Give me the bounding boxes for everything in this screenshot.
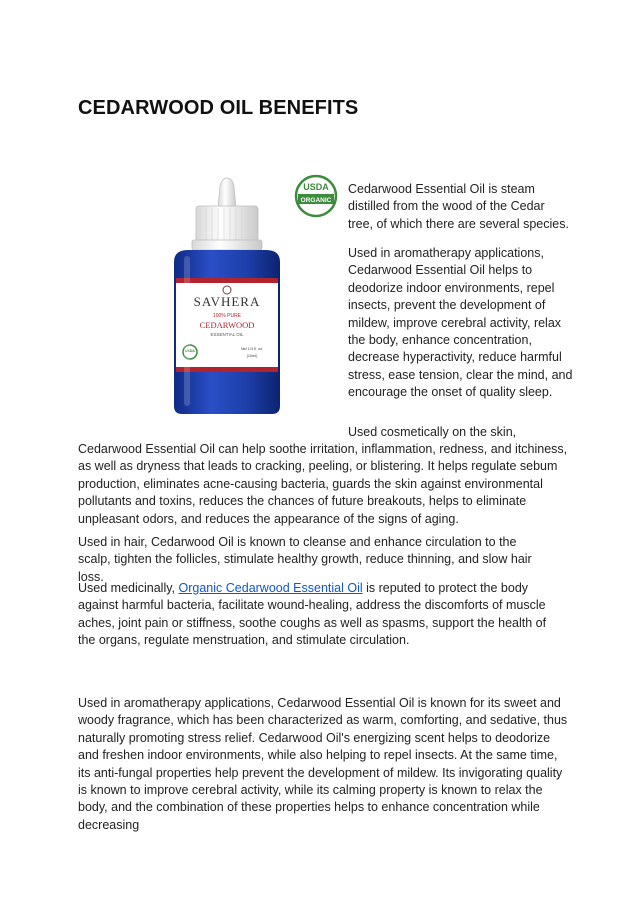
cosmetic-first-line: Used cosmetically on the skin, <box>348 425 517 439</box>
organic-cedarwood-link[interactable]: Organic Cedarwood Essential Oil <box>178 581 363 595</box>
product-image <box>80 160 342 422</box>
bottle-volume-text: Net 1/3 fl. oz. <box>240 347 264 351</box>
medicinal-prefix: Used medicinally, <box>78 581 179 595</box>
bottle-seal-text: USDA <box>185 349 195 353</box>
medicinal-suffix: is reputed to protect the body against harmful bacteria, facilitate wound-healing, address the discomforts of muscle aches, joint pain or stiffness, soothe coughs as well as spasms, support the health of the organs, regulate menstruation, and stimulate circulation. <box>78 581 547 648</box>
medicinal-paragraph <box>78 580 558 650</box>
intro-paragraph: Cedarwood Essential Oil is steam distilled from the wood of the Cedar tree, of which there are several species. <box>348 182 569 231</box>
aromatherapy-paragraph: Used in aromatherapy applications, Cedarwood Essential Oil is known for its sweet and woody fragrance, which has been characterized as warm, comforting, and sedative, thus naturally promoting stress relief. Cedarwood Oil's energizing scent helps to deodorize and freshen indoor environments, while also helping to repel insects. At the same time, its anti-fungal properties help prevent the development of mildew. Its invigorating quality is known to improve cerebral activity, while its calming property is known to relax the body, and the combination of these properties helps to enhance concentration while decreasing <box>78 696 568 832</box>
cosmetic-paragraph: Cedarwood Essential Oil can help soothe irritation, inflammation, redness, and itchiness, as well as dryness that leads to cracking, peeling, or blistering. It helps regulate sebum production, eliminates acne-causing bacteria, guards the skin against environmental pollutants and toxins, reduces the chances of future breakouts, helps to eliminate unpleasant odors, and reduces the appearance of the signs of aging. <box>78 442 568 526</box>
usda-badge-line2: ORGANIC <box>300 197 332 204</box>
bottle-brand-text: SAVHERA <box>193 294 261 309</box>
usda-badge-line1: USDA <box>303 182 329 192</box>
aromatherapy-summary-paragraph: Used in aromatherapy applications, Cedarwood Essential Oil helps to deodorize indoor environments, repel insects, prevent the development of mildew, improve cerebral activity, relax the body, enhance concentration, decrease hyperactivity, reduce harmful stress, ease tension, clear the mind, and encourage the onset of quality sleep. <box>348 246 573 400</box>
page-title: CEDARWOOD OIL BENEFITS <box>78 97 359 119</box>
usda-organic-badge <box>296 176 336 216</box>
bottle-type-text: ESSENTIAL OIL <box>210 332 244 337</box>
bottle-ml-text: (10ml) <box>246 354 258 358</box>
hair-paragraph: Used in hair, Cedarwood Oil is known to cleanse and enhance circulation to the scalp, tighten the follicles, stimulate healthy growth, reduce thinning, and slow hair loss. <box>78 535 532 584</box>
bottle-pure-text: 100% PURE <box>212 313 242 319</box>
bottle-product-text: CEDARWOOD <box>199 320 255 330</box>
